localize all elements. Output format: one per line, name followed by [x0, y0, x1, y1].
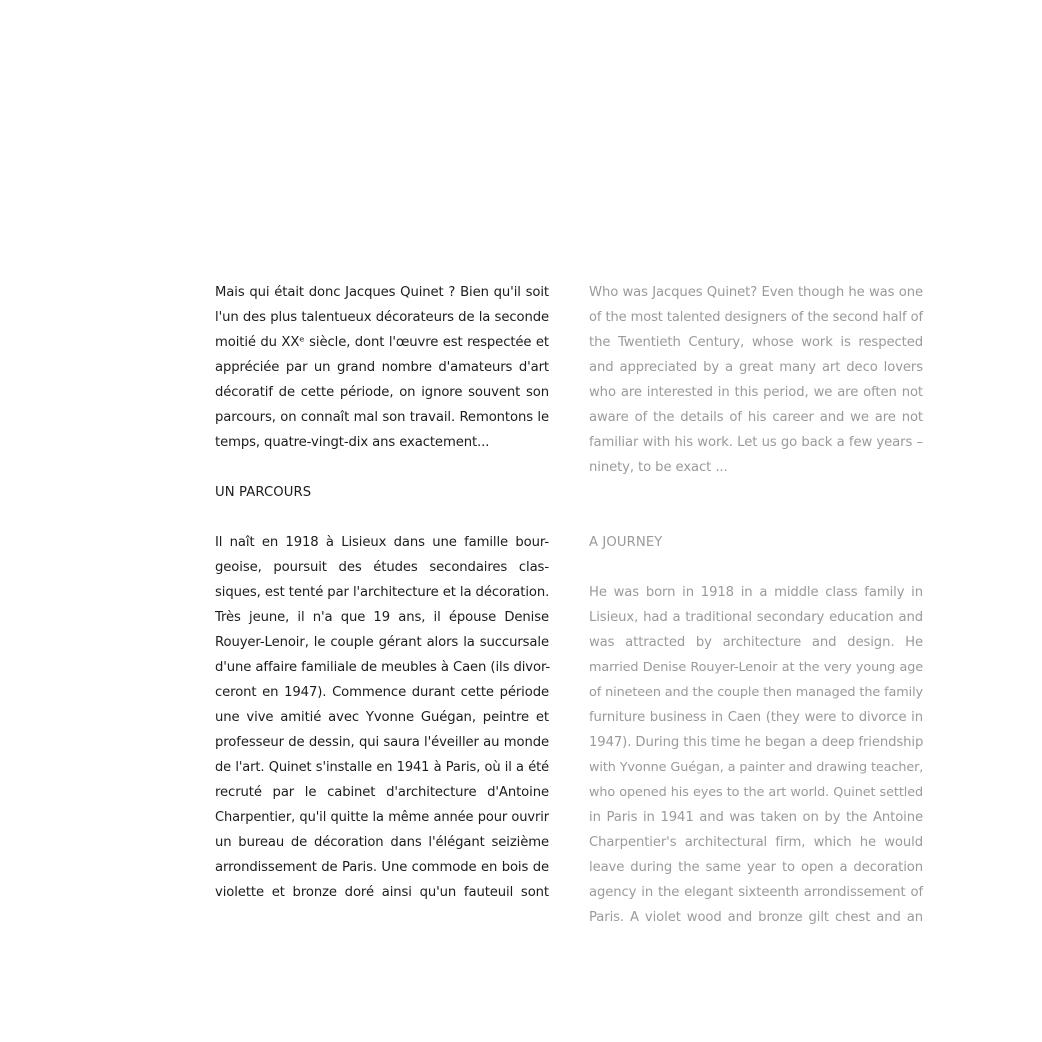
- paragraph-line: in Paris in 1941 and was taken on by the Antoine: [589, 810, 923, 825]
- paragraph-line: Charpentier, qu'il quitte la même année pour ouvrir: [215, 810, 549, 825]
- paragraph-line: who are interested in this period, we are often not: [589, 385, 923, 400]
- paragraph-line: of nineteen and the couple then managed the family: [589, 685, 923, 700]
- paragraph-line: agency in the elegant sixteenth arrondissement of: [589, 885, 923, 900]
- paragraph-line: Charpentier's architectural firm, which he would: [589, 835, 923, 850]
- paragraph-line: aware of the details of his career and we are not: [589, 410, 923, 425]
- paragraph-line: was attracted by architecture and design. He: [589, 635, 923, 650]
- paragraph-line: leave during the same year to open a decoration: [589, 860, 923, 875]
- spacer: [215, 505, 549, 530]
- english-section-heading: A JOURNEY: [589, 535, 663, 550]
- paragraph-line: Paris. A violet wood and bronze gilt chest and an: [589, 910, 923, 925]
- paragraph-line: professeur de dessin, qui saura l'éveiller au monde: [215, 735, 549, 750]
- paragraph-line: married Denise Rouyer-Lenoir at the very young age: [589, 660, 923, 675]
- english-body-paragraph: [589, 580, 923, 930]
- paragraph-line: the Twentieth Century, whose work is respected: [589, 335, 923, 350]
- paragraph-line: and appreciated by a great many art deco lovers: [589, 360, 923, 375]
- paragraph-line: recruté par le cabinet d'architecture d'Antoine: [215, 785, 549, 800]
- spacer: [589, 505, 923, 530]
- paragraph-line: familiar with his work. Let us go back a few years –: [589, 435, 923, 450]
- paragraph-line: parcours, on connaît mal son travail. Remontons le: [215, 410, 549, 425]
- paragraph-line: d'une affaire familiale de meubles à Caen (ils divor-: [215, 660, 551, 675]
- paragraph-line: of the most talented designers of the second half of: [589, 310, 923, 325]
- paragraph-line: geoise, poursuit des études secondaires clas-: [215, 560, 549, 575]
- paragraph-line: Mais qui était donc Jacques Quinet ? Bien qu'il soit: [215, 285, 549, 300]
- paragraph-line: 1947). During this time he began a deep friendship: [589, 735, 924, 750]
- spacer: [215, 455, 549, 480]
- paragraph-line: who opened his eyes to the art world. Quinet settled: [589, 785, 923, 800]
- paragraph-line: ninety, to be exact ...: [589, 460, 728, 475]
- french-column: [215, 280, 549, 905]
- paragraph-line: violette et bronze doré ainsi qu'un fauteuil sont: [215, 885, 549, 900]
- paragraph-line: arrondissement de Paris. Une commode en bois de: [215, 860, 549, 875]
- paragraph-line: de l'art. Quinet s'installe en 1941 à Paris, où il a été: [215, 760, 549, 775]
- paragraph-line: with Yvonne Guégan, a painter and drawing teacher,: [589, 760, 924, 775]
- paragraph-line: furniture business in Caen (they were to divorce in: [589, 710, 923, 725]
- english-column: [589, 280, 923, 930]
- paragraph-line: Il naît en 1918 à Lisieux dans une famille bour-: [215, 535, 549, 550]
- paragraph-line: moitié du XXᵉ siècle, dont l'œuvre est respectée et: [215, 335, 549, 350]
- paragraph-line: un bureau de décoration dans l'élégant seizième: [215, 835, 549, 850]
- paragraph-line: l'un des plus talentueux décorateurs de la seconde: [215, 310, 549, 325]
- english-intro-paragraph: [589, 280, 923, 480]
- paragraph-line: Lisieux, had a traditional secondary education and: [589, 610, 923, 625]
- french-section-heading: UN PARCOURS: [215, 485, 312, 500]
- paragraph-line: Who was Jacques Quinet? Even though he was one: [589, 285, 923, 300]
- french-intro-paragraph: [215, 280, 549, 455]
- spacer: [589, 555, 923, 580]
- paragraph-line: Très jeune, il n'a que 19 ans, il épouse Denise: [215, 610, 549, 625]
- paragraph-line: He was born in 1918 in a middle class family in: [589, 585, 923, 600]
- paragraph-line: temps, quatre-vingt-dix ans exactement...: [215, 435, 490, 450]
- paragraph-line: décoratif de cette période, on ignore souvent son: [215, 385, 549, 400]
- paragraph-line: une vive amitié avec Yvonne Guégan, peintre et: [215, 710, 549, 725]
- paragraph-line: Rouyer-Lenoir, le couple gérant alors la succursale: [215, 635, 549, 650]
- paragraph-line: siques, est tenté par l'architecture et la décoration.: [215, 585, 550, 600]
- spacer: [589, 480, 923, 505]
- paragraph-line: appréciée par un grand nombre d'amateurs d'art: [215, 360, 549, 375]
- french-body-paragraph: [215, 530, 549, 905]
- paragraph-line: ceront en 1947). Commence durant cette période: [215, 685, 549, 700]
